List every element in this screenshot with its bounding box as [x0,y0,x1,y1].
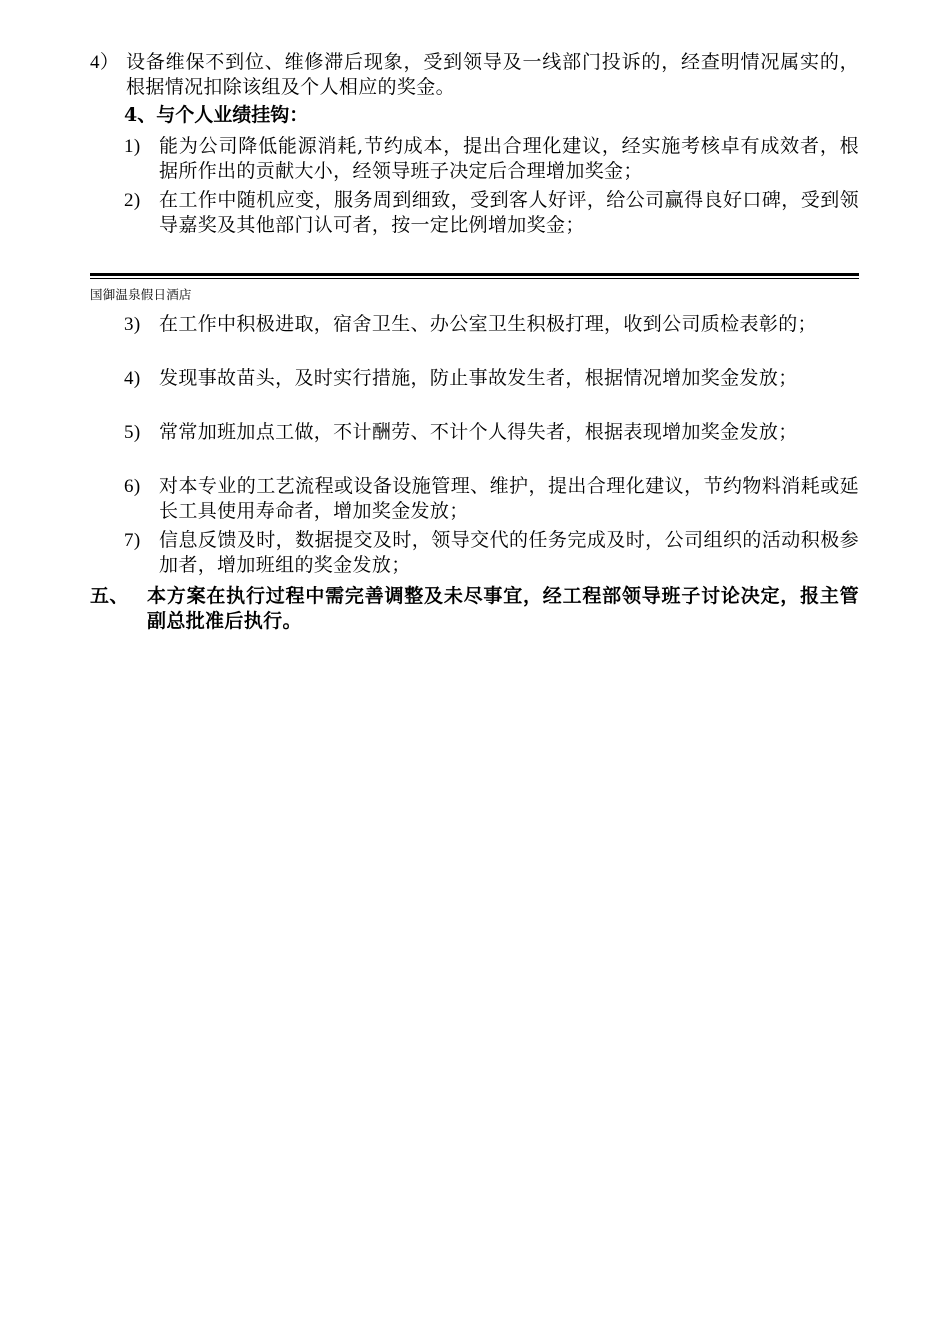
item-number: 6) [124,476,141,497]
section-text: 本方案在执行过程中需完善调整及未尽事宜，经工程部领导班子讨论决定，报主管副总批准后执行。 [147,585,859,632]
item-number: 2) [124,190,141,211]
item-number: 7) [124,530,141,551]
list-item-1 [124,134,859,184]
item-text: 发现事故苗头，及时实行措施，防止事故发生者，根据情况增加奖金发放； [159,367,798,389]
page-break-rule-thick [90,273,859,276]
section-5-closing-clause [90,584,859,634]
section-heading-personal-performance: 4、与个人业绩挂钩： [124,104,309,126]
list-item-7 [124,528,859,578]
item-text: 信息反馈及时，数据提交及时，领导交代的任务完成及时，公司组织的活动积极参加者，增加班组的奖金发放； [159,529,859,576]
item-text: 对本专业的工艺流程或设备设施管理、维护，提出合理化建议，节约物料消耗或延长工具使用寿命者，增加奖金发放； [159,475,859,522]
item-number: 4） [90,52,120,73]
item-number: 1) [124,136,141,157]
page-header-hotel-name: 国御温泉假日酒店 [90,287,192,302]
item-number: 4) [124,368,141,389]
section-number: 五、 [90,586,129,607]
item-number: 3) [124,314,141,335]
list-item-5 [124,420,859,445]
item-text: 常常加班加点工做，不计酬劳、不计个人得失者，根据表现增加奖金发放； [159,421,798,443]
item-text: 能为公司降低能源消耗,节约成本，提出合理化建议，经实施考核卓有成效者，根据所作出的贡献大小，经领导班子决定后合理增加奖金； [159,135,859,182]
list-item-3 [124,312,859,337]
list-item-4 [124,366,859,391]
item-number: 5) [124,422,141,443]
item-text: 设备维保不到位、维修滞后现象，受到领导及一线部门投诉的，经查明情况属实的，根据情况扣除该组及个人相应的奖金。 [126,51,859,98]
list-item-4-deduction [90,50,859,100]
page-break-rule-thin [90,278,859,279]
item-text: 在工作中随机应变，服务周到细致，受到客人好评，给公司赢得良好口碑，受到领导嘉奖及其他部门认可者，按一定比例增加奖金； [159,189,859,236]
list-item-6 [124,474,859,524]
item-text: 在工作中积极进取，宿舍卫生、办公室卫生积极打理，收到公司质检表彰的； [159,313,817,335]
list-item-2 [124,188,859,238]
